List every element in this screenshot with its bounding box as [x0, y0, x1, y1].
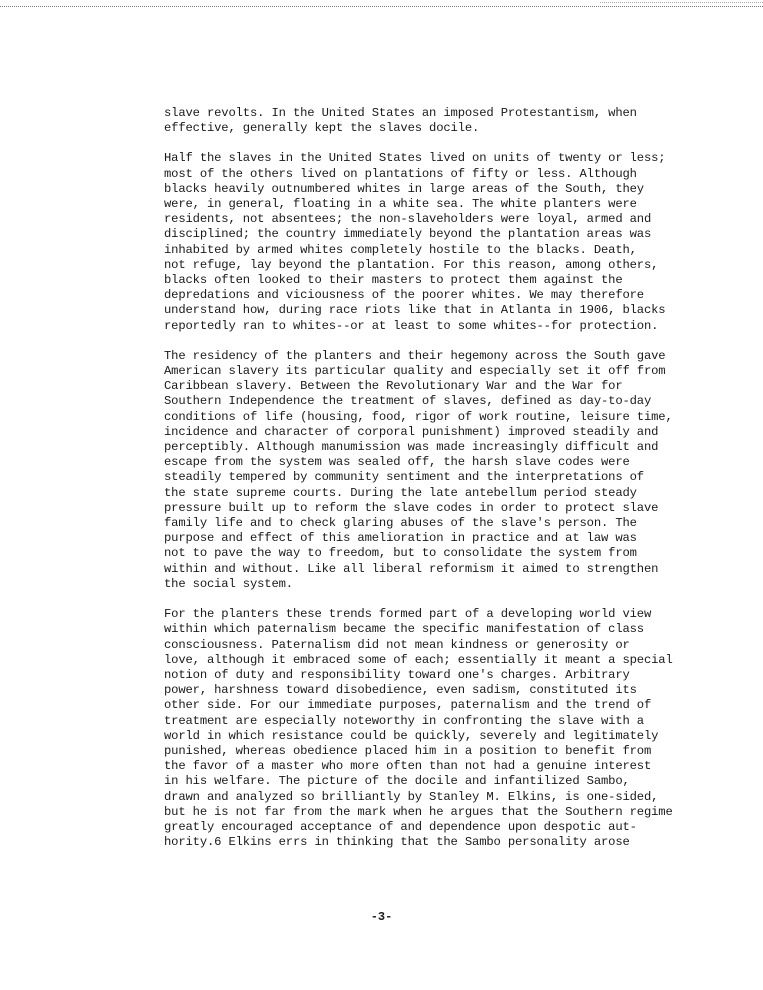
page-number: -3-	[370, 910, 393, 924]
document-body	[164, 106, 704, 865]
paragraph-plantation-units: Half the slaves in the United States lived on units of twenty or less; most of the others lived on plantations of fifty or less. Although blacks heavily outnumbered whites in large areas of the South, they were, in general, floating in a white sea. The white planters were residents, not absentees; the non-slaveholders were loyal, armed and disciplined; the country immediately beyond the plantation areas was inhabited by armed whites completely hostile to the blacks. Death, not refuge, lay beyond the plantation. For this reason, among others, blacks often looked to their masters to protect them against the depredations and viciousness of the poorer whites. We may therefore understand how, during race riots like that in Atlanta in 1906, blacks reportedly ran to whites--or at least to some whites--for protection.	[164, 151, 666, 333]
top-border-rule	[0, 6, 763, 7]
paragraph-planter-residency: The residency of the planters and their hegemony across the South gave American slavery its particular quality and especially set it off from Caribbean slavery. Between the Revolutionary War and the War for Southern Independence the treatment of slaves, defined as day-to-day conditions of life (housing, food, rigor of work routine, leisure time, incidence and character of corporal punishment) improved steadily and perceptibly. Although manumission was made increasingly difficult and escape from the system was sealed off, the harsh slave codes were steadily tempered by community sentiment and the interpretations of the state supreme courts. During the late antebellum period steady pressure built up to reform the slave codes in order to protect slave family life and to check glaring abuses of the slave's person. The purpose and effect of this amelioration in practice and at law was not to pave the way to freedom, but to consolidate the system from within and without. Like all liberal reformism it aimed to strengthen the social system.	[164, 348, 673, 591]
top-border-rule-secondary	[600, 2, 763, 3]
paragraph-paternalism: For the planters these trends formed part of a developing world view within which paternalism became the specific manifestation of class consciousness. Paternalism did not mean kindness or generosity or love, although it embraced some of each; essentially it meant a special notion of duty and responsibility toward one's charges. Arbitrary power, harshness toward disobedience, even sadism, constituted its other side. For our immediate purposes, paternalism and the trend of treatment are especially noteworthy in confronting the slave with a world in which resistance could be quickly, severely and legitimately punished, whereas obedience placed him in a position to benefit from the favor of a master who more often than not had a genuine interest in his welfare. The picture of the docile and infantilized Sambo, drawn and analyzed so brilliantly by Stanley M. Elkins, is one-sided, but he is not far from the mark when he argues that the Southern regime greatly encouraged acceptance of and dependence upon despotic aut- hority.6 Elkins errs in thinking that the Sambo personality arose	[164, 607, 673, 850]
paragraph-slave-revolts: slave revolts. In the United States an imposed Protestantism, when effective, generally kept the slaves docile.	[164, 106, 637, 136]
